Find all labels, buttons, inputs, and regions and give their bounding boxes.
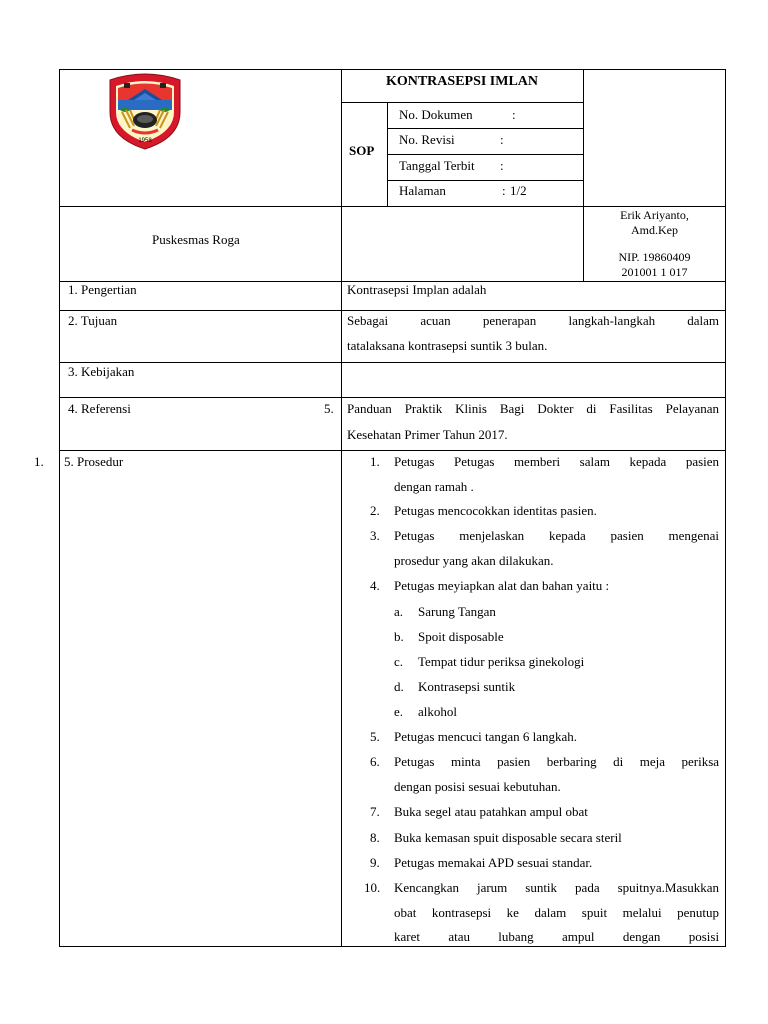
signer-title: Amd.Kep (631, 223, 678, 237)
signer-nip: NIP. 19860409 (618, 250, 691, 264)
word: kepada (548, 528, 586, 543)
section-content-tujuan-line (347, 313, 719, 329)
field-label: Tanggal Terbit (399, 158, 475, 173)
word: pasien (497, 754, 531, 769)
regency-seal-logo (104, 70, 186, 150)
word: obat (394, 905, 417, 920)
field-separator: : (500, 158, 504, 173)
word: lubang (498, 929, 534, 944)
word: atau (448, 929, 470, 944)
word: ke (506, 905, 519, 920)
word: dengan (622, 929, 661, 944)
field-divider (387, 180, 583, 181)
step-text-line: Petugas mencuci tangan 6 langkah. (394, 729, 578, 744)
table-border-right (725, 69, 726, 947)
step-text-line: Petugas meyiapkan alat dan bahan yaitu : (394, 578, 610, 593)
step-text-line (394, 754, 719, 770)
word: suntik (525, 880, 558, 895)
word: karet (394, 929, 420, 944)
signer-nip-cont: 201001 1 017 (621, 265, 688, 279)
word: meja (639, 754, 665, 769)
step-number: 3. (370, 528, 380, 543)
step-text-line: dengan ramah . (394, 479, 474, 494)
step-number: 5. (370, 729, 380, 744)
word: Kencangkan (394, 880, 459, 895)
seal-year: 1958 (138, 138, 152, 144)
signer-name: Erik Ariyanto, (620, 208, 689, 222)
row-divider (59, 362, 726, 363)
word: menjelaskan (459, 528, 525, 543)
step-text-line: Buka segel atau patahkan ampul obat (394, 804, 588, 819)
word: pada (575, 880, 600, 895)
word: kepada (629, 454, 667, 469)
step-text-line: prosedur yang akan dilakukan. (394, 553, 554, 568)
section-content-referensi-line (347, 401, 719, 417)
row-divider (59, 310, 726, 311)
title-divider (341, 102, 583, 103)
word: penutup (677, 905, 720, 920)
item-letter: a. (394, 604, 404, 619)
section-label-prosedur: 5. Prosedur (64, 454, 124, 469)
word: kontrasepsi (431, 905, 492, 920)
word: Klinis (455, 401, 487, 416)
word: Dokter (537, 401, 574, 416)
word: spuitnya.Masukkan (617, 880, 720, 895)
word: Fasilitas (609, 401, 653, 416)
field-divider (387, 128, 583, 129)
word: di (586, 401, 597, 416)
sop-label: SOP (349, 143, 375, 158)
table-border-left (59, 69, 60, 947)
word: Sebagai (347, 313, 389, 328)
word: Petugas (394, 528, 435, 543)
word: Petugas (394, 754, 435, 769)
section-label-referensi: 4. Referensi (68, 401, 131, 416)
step-text-line (394, 454, 719, 470)
field-label: No. Dokumen (399, 107, 473, 122)
word: spuit (581, 905, 608, 920)
item-letter: e. (394, 704, 404, 719)
word: Panduan (347, 401, 392, 416)
word: melalui (622, 905, 662, 920)
word: salam (579, 454, 610, 469)
word: Bagi (499, 401, 525, 416)
step-text-line: Petugas memakai APD sesuai standar. (394, 855, 593, 870)
section-content-tujuan-line: tatalaksana kontrasepsi suntik 3 bulan. (347, 338, 548, 353)
word: minta (450, 754, 481, 769)
word: pasien (685, 454, 720, 469)
word: acuan (420, 313, 451, 328)
step-text-line: dengan posisi sesuai kebutuhan. (394, 779, 561, 794)
step-number: 8. (370, 830, 380, 845)
word: Praktik (404, 401, 443, 416)
row-divider (59, 397, 726, 398)
word: dalam (534, 905, 567, 920)
step-number: 1. (370, 454, 380, 469)
item-text: Tempat tidur periksa ginekologi (418, 654, 585, 669)
item-letter: d. (394, 679, 404, 694)
outer-list-number: 1. (34, 454, 44, 469)
word: mengenai (668, 528, 720, 543)
word: memberi (513, 454, 561, 469)
section-content-pengertian: Kontrasepsi Implan adalah (347, 282, 487, 297)
step-text-line (394, 905, 719, 921)
item-text: Kontrasepsi suntik (418, 679, 516, 694)
row-divider (59, 450, 726, 451)
item-text: Sarung Tangan (418, 604, 496, 619)
step-number: 10. (364, 880, 381, 895)
word: Petugas (394, 454, 435, 469)
field-separator: : (512, 107, 516, 122)
word: pasien (610, 528, 644, 543)
section-label-pengertian: 1. Pengertian (68, 282, 137, 297)
step-text-line: Petugas mencocokkan identitas pasien. (394, 503, 597, 518)
word: ampul (562, 929, 595, 944)
table-border-bottom (59, 946, 726, 947)
word: berbaring (546, 754, 597, 769)
column-divider (341, 69, 342, 947)
word: Petugas (453, 454, 495, 469)
word: posisi (688, 929, 720, 944)
document-title: KONTRASEPSI IMLAN (385, 74, 539, 89)
word: langkah-langkah (568, 313, 656, 328)
field-divider (387, 154, 583, 155)
item-text: Spoit disposable (418, 629, 504, 644)
word: Pelayanan (665, 401, 720, 416)
word: di (613, 754, 624, 769)
section-label-kebijakan: 3. Kebijakan (68, 364, 135, 379)
section-label-tujuan: 2. Tujuan (68, 313, 118, 328)
item-text: alkohol (418, 704, 457, 719)
step-text-line: Buka kemasan spuit disposable secara steril (394, 830, 622, 845)
field-label: No. Revisi (399, 132, 455, 147)
step-number: 7. (370, 804, 380, 819)
step-number: 2. (370, 503, 380, 518)
step-text-line (394, 880, 719, 896)
field-separator: : (500, 132, 504, 147)
field-label: Halaman (399, 183, 446, 198)
step-text-line (394, 929, 719, 945)
item-letter: b. (394, 629, 404, 644)
step-number: 6. (370, 754, 380, 769)
list-number-marker: 5. (324, 401, 334, 416)
section-content-referensi-line: Kesehatan Primer Tahun 2017. (347, 427, 508, 442)
field-separator: : (502, 183, 506, 198)
word: jarum (476, 880, 508, 895)
step-number: 4. (370, 578, 380, 593)
sop-divider (387, 102, 388, 206)
word: penerapan (482, 313, 537, 328)
word: periksa (681, 754, 720, 769)
word: dalam (687, 313, 720, 328)
step-text-line (394, 528, 719, 544)
organization-name: Puskesmas Roga (152, 232, 240, 247)
item-letter: c. (394, 654, 404, 669)
field-value: 1/2 (510, 183, 527, 198)
step-number: 9. (370, 855, 380, 870)
